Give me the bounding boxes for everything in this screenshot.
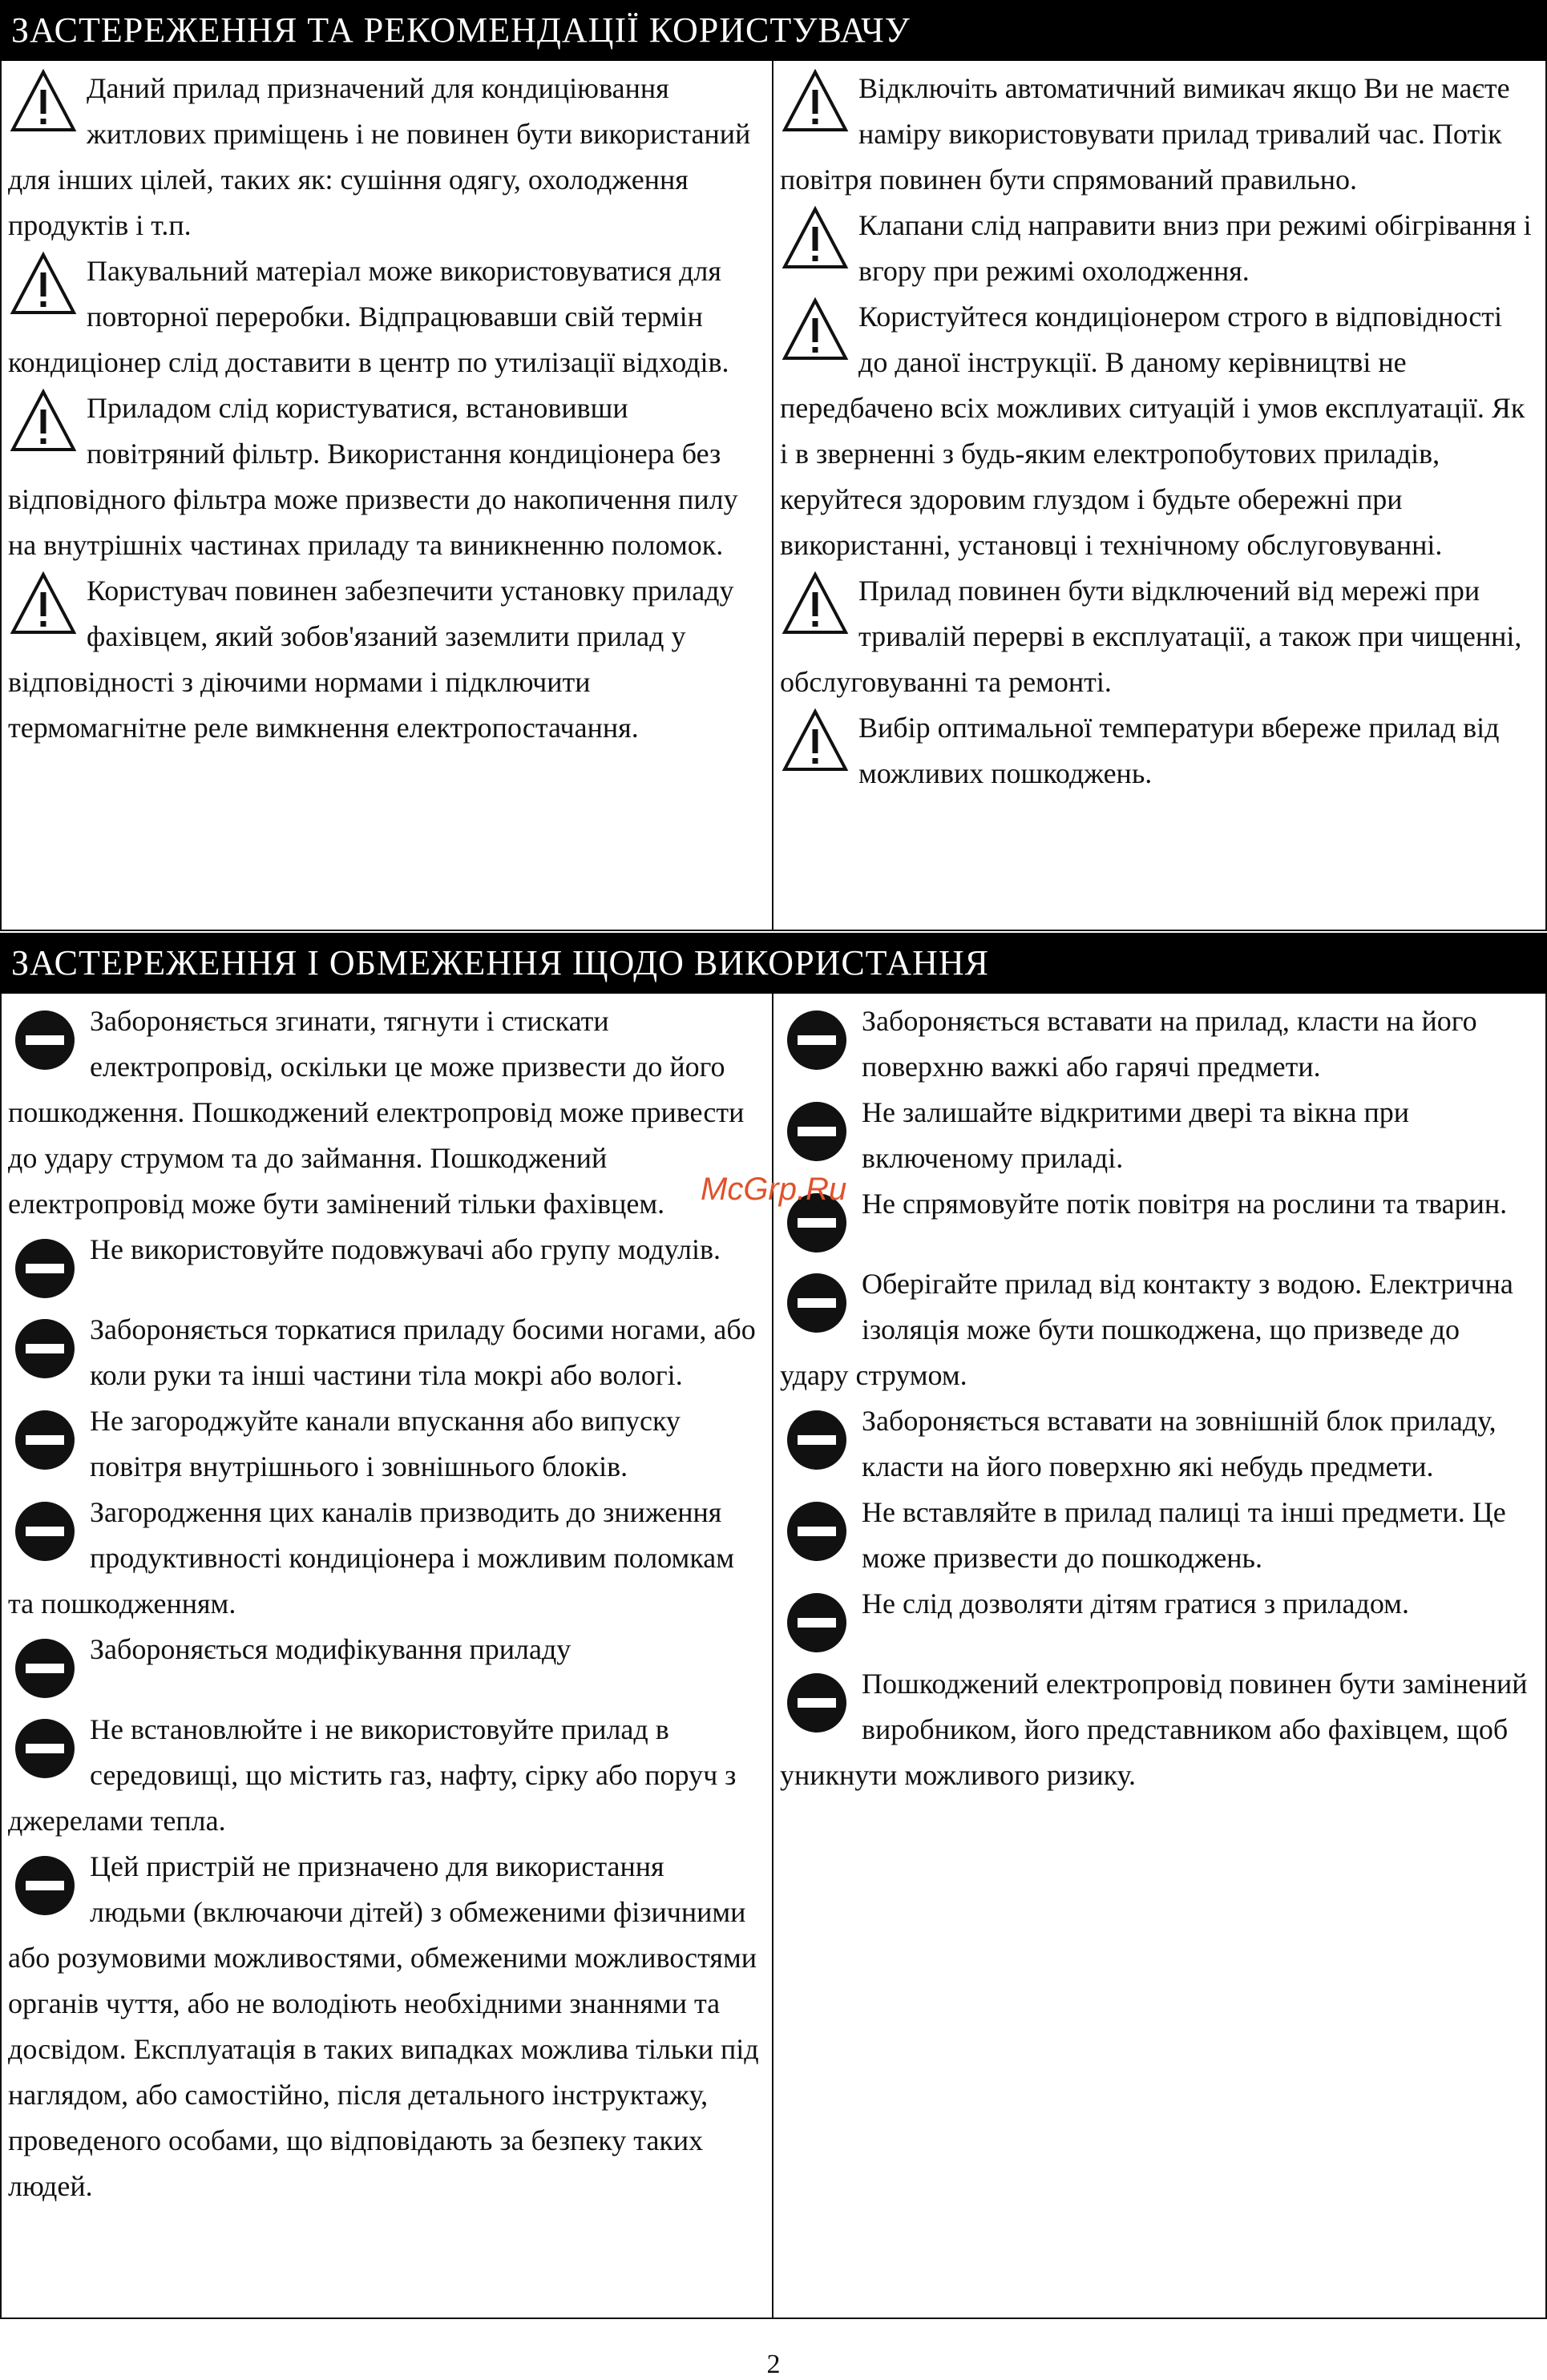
item-text: Не встановлюйте і не використовуйте прилад в середовищі, що містить газ, нафту, сірку або поруч з джерелами тепла. — [8, 1713, 737, 1837]
usage-restrictions-section — [0, 933, 1547, 2319]
page-number: 2 — [766, 2350, 781, 2379]
prohibition-icon — [780, 1002, 854, 1079]
prohibition-icon — [780, 1093, 854, 1170]
user-warnings-section — [0, 0, 1547, 931]
item-text: Вибір оптимальної температури вбереже прилад від можливих пошкоджень. — [858, 712, 1500, 789]
prohibition-icon — [8, 1230, 82, 1307]
list-item — [8, 1307, 761, 1398]
item-text: Приладом слід користуватися, встановивши повітряний фільтр. Використання кондиціонера без відповідного фільтра може призвести до накопичення пилу на внутрішніх частинах приладу та виникненню поломок. — [8, 392, 738, 561]
item-text: Користуйтеся кондиціонером строго в відповідності до даної інструкції. В даному керівництві не передбачено всіх можливих ситуацій і умов експлуатації. Як і в зверненні з будь-яким електропобутових приладів, керуйтеся здоровим глуздом і будьте обережні при використанні, установці і технічному обслуговуванні. — [780, 301, 1525, 561]
list-item — [8, 568, 761, 751]
item-text: Відключіть автоматичний вимикач якщо Ви не маєте наміру використовувати прилад тривалий час. Потік повітря повинен бути спрямований правильно. — [780, 72, 1510, 196]
item-text: Не спрямовуйте потік повітря на рослини та тварин. — [862, 1188, 1508, 1220]
list-item — [780, 66, 1534, 203]
user-warnings-body — [0, 61, 1547, 931]
item-text: Цей пристрій не призначено для використання людьми (включаючи дітей) з обмеженими фізичними або розумовими можливостями, обмеженими можливостями органів чуття, або не володіють необхідними знаннями та досвідом. Експлуатація в таких випадках можлива тільки під наглядом, або самостійно, після детального інструктажу, проведеного особами, що відповідають за безпеку таких людей. — [8, 1850, 759, 2202]
list-item — [780, 1398, 1534, 1490]
list-item — [780, 705, 1534, 797]
item-text: Пакувальний матеріал може використовуватися для повторної переробки. Відпрацювавши свій термін кондиціонер слід доставити в центр по утилізації відходів. — [8, 255, 729, 378]
item-text: Забороняється вставати на зовнішній блок приладу, класти на його поверхню які небудь предмети. — [862, 1405, 1497, 1482]
list-item — [8, 1490, 761, 1627]
prohibition-icon — [780, 1664, 854, 1741]
item-text: Загородження цих каналів призводить до зниження продуктивності кондиціонера і можливим поломкам та пошкодженням. — [8, 1496, 735, 1620]
item-text: Не загороджуйте канали впускання або випуску повітря внутрішнього і зовнішнього блоків. — [90, 1405, 681, 1482]
item-text: Забороняється торкатися приладу босими ногами, або коли руки та інші частини тіла мокрі або вологі. — [90, 1313, 756, 1391]
list-item — [780, 1090, 1534, 1181]
usage-restrictions-header: ЗАСТЕРЕЖЕННЯ І ОБМЕЖЕННЯ ЩОДО ВИКОРИСТАННЯ — [0, 933, 1547, 994]
item-text: Пошкоджений електропровід повинен бути замінений виробником, його представником або фахівцем, щоб уникнути можливого ризику. — [780, 1668, 1528, 1791]
list-item — [780, 1661, 1534, 1798]
item-text: Клапани слід направити вниз при режимі обігрівання і вгору при режимі охолодження. — [858, 209, 1532, 287]
list-item — [780, 1490, 1534, 1581]
item-text: Прилад повинен бути відключений від мережі при тривалій перерві в експлуатації, а також при чищенні, обслуговуванні та ремонті. — [780, 575, 1522, 698]
prohibition-icon — [8, 1710, 82, 1787]
item-text: Користувач повинен забезпечити установку приладу фахівцем, який зобов'язаний заземлити прилад у відповідності з діючими нормами і підключити термомагнітне реле вимкнення електропостачання. — [8, 575, 734, 744]
list-item — [8, 1844, 761, 2209]
list-item — [8, 1398, 761, 1490]
usage-restrictions-left-column — [2, 994, 774, 2317]
item-text: Оберігайте прилад від контакту з водою. Електрична ізоляція може бути пошкоджена, що призведе до удару струмом. — [780, 1268, 1513, 1391]
list-item — [780, 1181, 1534, 1261]
prohibition-icon — [8, 1002, 82, 1079]
item-text: Забороняється модифікування приладу — [90, 1633, 572, 1665]
watermark: McGrp.Ru — [701, 1172, 847, 1207]
prohibition-icon — [8, 1630, 82, 1707]
warning-triangle-icon — [780, 571, 850, 645]
list-item — [780, 998, 1534, 1090]
warning-triangle-icon — [780, 708, 850, 782]
warning-triangle-icon — [780, 206, 850, 280]
prohibition-icon — [8, 1402, 82, 1478]
list-item — [780, 1581, 1534, 1661]
user-warnings-right-column — [774, 61, 1545, 930]
item-text: Не вставляйте в прилад палиці та інші предмети. Це може призвести до пошкоджень. — [862, 1496, 1506, 1574]
user-warnings-left-column — [2, 61, 774, 930]
warning-triangle-icon — [8, 389, 79, 462]
list-item — [8, 1707, 761, 1844]
prohibition-icon — [8, 1847, 82, 1924]
warning-triangle-icon — [8, 69, 79, 143]
list-item — [8, 998, 761, 1227]
item-text: Забороняється вставати на прилад, класти на його поверхню важкі або гарячі предмети. — [862, 1005, 1477, 1083]
list-item — [780, 294, 1534, 568]
prohibition-icon — [780, 1265, 854, 1341]
list-item — [8, 248, 761, 385]
user-warnings-header: ЗАСТЕРЕЖЕННЯ ТА РЕКОМЕНДАЦІЇ КОРИСТУВАЧУ — [0, 0, 1547, 61]
prohibition-icon — [780, 1493, 854, 1570]
item-text: Забороняється згинати, тягнути і стискати електропровід, оскільки це може призвести до його пошкодження. Пошкоджений електропровід може привести до удару струмом та до займання. Пошкоджений електропровід може бути замінений тільки фахівцем. — [8, 1005, 745, 1220]
warning-triangle-icon — [8, 571, 79, 645]
warning-triangle-icon — [780, 297, 850, 371]
item-text: Не залишайте відкритими двері та вікна при включеному приладі. — [862, 1096, 1410, 1174]
prohibition-icon — [780, 1584, 854, 1661]
prohibition-icon — [8, 1493, 82, 1570]
list-item — [780, 1261, 1534, 1398]
warning-triangle-icon — [780, 69, 850, 143]
prohibition-icon — [8, 1310, 82, 1387]
list-item — [780, 568, 1534, 705]
list-item — [8, 385, 761, 568]
list-item — [8, 66, 761, 248]
item-text: Даний прилад призначений для кондиціювання житлових приміщень і не повинен бути використаний для інших цілей, таких як: сушіння одягу, охолодження продуктів і т.п. — [8, 72, 751, 241]
warning-triangle-icon — [8, 252, 79, 325]
prohibition-icon — [780, 1402, 854, 1478]
list-item — [8, 1227, 761, 1307]
usage-restrictions-right-column — [774, 994, 1545, 2317]
item-text: Не слід дозволяти дітям гратися з приладом. — [862, 1587, 1409, 1620]
item-text: Не використовуйте подовжувачі або групу модулів. — [90, 1233, 721, 1265]
list-item — [8, 1627, 761, 1707]
list-item — [780, 203, 1534, 294]
